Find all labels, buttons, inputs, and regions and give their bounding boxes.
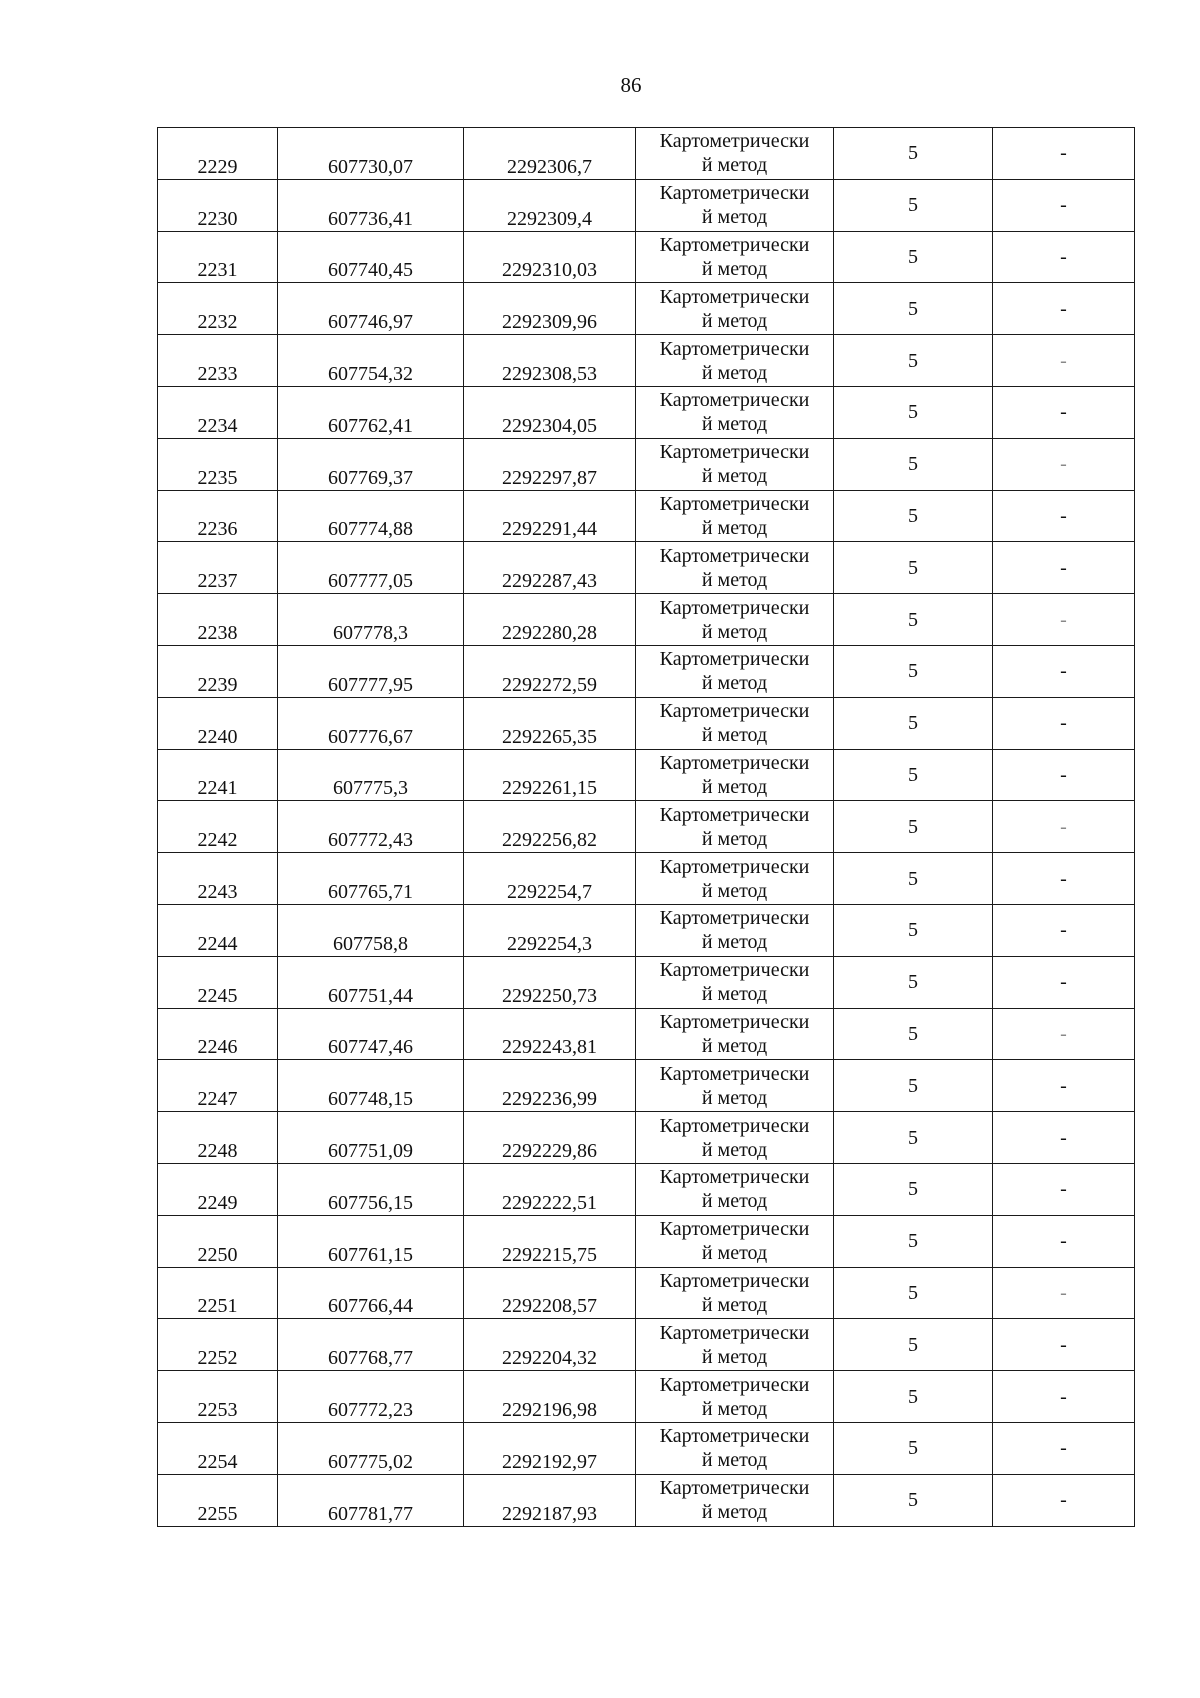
point-number-cell: 2231	[158, 231, 278, 283]
table-row	[158, 1371, 1135, 1423]
method-text-line-2: й метод	[701, 983, 768, 1006]
note-cell	[993, 1163, 1135, 1215]
coordinates-table-body	[158, 128, 1135, 1527]
y-coordinate-cell: 2292204,32	[464, 1319, 636, 1371]
accuracy-cell: 5	[834, 1112, 993, 1164]
method-text-line-2: й метод	[701, 361, 768, 384]
note-dash: -	[1060, 971, 1067, 994]
y-coordinate-cell: 2292192,97	[464, 1422, 636, 1474]
accuracy-cell: 5	[834, 1163, 993, 1215]
note-dash: -	[1060, 1022, 1067, 1045]
point-number-cell: 2230	[158, 179, 278, 231]
y-coordinate-cell: 2292187,93	[464, 1474, 636, 1526]
x-coordinate-cell: 607777,05	[278, 542, 464, 594]
note-dash: -	[1060, 1230, 1067, 1253]
method-cell	[636, 697, 834, 749]
point-number-cell: 2252	[158, 1319, 278, 1371]
table-row	[158, 283, 1135, 335]
method-text-line-1: Картометрически	[659, 285, 810, 308]
method-text-line-2: й метод	[701, 1190, 768, 1213]
note-dash: -	[1060, 1489, 1067, 1512]
method-text-line-2: й метод	[701, 1034, 768, 1057]
accuracy-cell: 5	[834, 749, 993, 801]
method-cell	[636, 128, 834, 180]
accuracy-cell: 5	[834, 956, 993, 1008]
method-text-line-1: Картометрически	[659, 1010, 810, 1033]
method-cell	[636, 749, 834, 801]
method-text-line-1: Картометрически	[659, 907, 810, 930]
method-cell	[636, 542, 834, 594]
table-row	[158, 1267, 1135, 1319]
accuracy-cell: 5	[834, 179, 993, 231]
note-cell	[993, 179, 1135, 231]
point-number-cell: 2250	[158, 1215, 278, 1267]
accuracy-cell: 5	[834, 1371, 993, 1423]
table-row	[158, 1215, 1135, 1267]
method-text-line-1: Картометрически	[659, 959, 810, 982]
x-coordinate-cell: 607775,02	[278, 1422, 464, 1474]
point-number-cell: 2241	[158, 749, 278, 801]
note-dash: -	[1060, 556, 1067, 579]
method-cell	[636, 1163, 834, 1215]
y-coordinate-cell: 2292309,4	[464, 179, 636, 231]
table-row	[158, 594, 1135, 646]
accuracy-cell: 5	[834, 801, 993, 853]
note-cell	[993, 801, 1135, 853]
y-coordinate-cell: 2292229,86	[464, 1112, 636, 1164]
method-text-line-1: Картометрически	[659, 1062, 810, 1085]
method-text-line-1: Картометрически	[659, 1166, 810, 1189]
method-text-line-1: Картометрически	[659, 492, 810, 515]
method-text-line-1: Картометрически	[659, 1425, 810, 1448]
method-cell	[636, 1422, 834, 1474]
method-text-line-1: Картометрически	[659, 182, 810, 205]
method-cell	[636, 1474, 834, 1526]
note-cell	[993, 283, 1135, 335]
method-text-line-2: й метод	[701, 309, 768, 332]
accuracy-cell: 5	[834, 594, 993, 646]
note-dash: -	[1060, 1333, 1067, 1356]
y-coordinate-cell: 2292287,43	[464, 542, 636, 594]
method-cell	[636, 1267, 834, 1319]
method-text-line-1: Картометрически	[659, 233, 810, 256]
method-text-line-2: й метод	[701, 775, 768, 798]
note-dash: -	[1060, 401, 1067, 424]
x-coordinate-cell: 607768,77	[278, 1319, 464, 1371]
method-cell	[636, 179, 834, 231]
method-text-line-2: й метод	[701, 1501, 768, 1524]
point-number-cell: 2237	[158, 542, 278, 594]
accuracy-cell: 5	[834, 853, 993, 905]
table-row	[158, 231, 1135, 283]
accuracy-cell: 5	[834, 231, 993, 283]
note-cell	[993, 1422, 1135, 1474]
method-text-line-1: Картометрически	[659, 130, 810, 153]
point-number-cell: 2240	[158, 697, 278, 749]
y-coordinate-cell: 2292308,53	[464, 335, 636, 387]
accuracy-cell: 5	[834, 386, 993, 438]
note-cell	[993, 1371, 1135, 1423]
accuracy-cell: 5	[834, 438, 993, 490]
table-row	[158, 179, 1135, 231]
point-number-cell: 2238	[158, 594, 278, 646]
accuracy-cell: 5	[834, 645, 993, 697]
note-cell	[993, 490, 1135, 542]
point-number-cell: 2229	[158, 128, 278, 180]
note-cell	[993, 1474, 1135, 1526]
note-cell	[993, 542, 1135, 594]
method-text-line-1: Картометрически	[659, 1218, 810, 1241]
note-cell	[993, 1319, 1135, 1371]
method-text-line-2: й метод	[701, 879, 768, 902]
table-row	[158, 1112, 1135, 1164]
note-cell	[993, 1008, 1135, 1060]
y-coordinate-cell: 2292236,99	[464, 1060, 636, 1112]
note-dash: -	[1060, 1437, 1067, 1460]
method-cell	[636, 1112, 834, 1164]
point-number-cell: 2234	[158, 386, 278, 438]
note-cell	[993, 956, 1135, 1008]
y-coordinate-cell: 2292208,57	[464, 1267, 636, 1319]
method-cell	[636, 231, 834, 283]
note-dash: -	[1060, 1126, 1067, 1149]
table-row	[158, 1060, 1135, 1112]
note-dash: -	[1060, 815, 1067, 838]
table-row	[158, 542, 1135, 594]
accuracy-cell: 5	[834, 1422, 993, 1474]
table-row	[158, 801, 1135, 853]
method-cell	[636, 801, 834, 853]
point-number-cell: 2239	[158, 645, 278, 697]
point-number-cell: 2233	[158, 335, 278, 387]
y-coordinate-cell: 2292261,15	[464, 749, 636, 801]
table-row	[158, 853, 1135, 905]
note-dash: -	[1060, 297, 1067, 320]
method-cell	[636, 1215, 834, 1267]
method-text-line-2: й метод	[701, 1138, 768, 1161]
note-dash: -	[1060, 142, 1067, 165]
note-dash: -	[1060, 504, 1067, 527]
x-coordinate-cell: 607761,15	[278, 1215, 464, 1267]
point-number-cell: 2232	[158, 283, 278, 335]
note-dash: -	[1060, 245, 1067, 268]
x-coordinate-cell: 607756,15	[278, 1163, 464, 1215]
method-cell	[636, 594, 834, 646]
x-coordinate-cell: 607754,32	[278, 335, 464, 387]
point-number-cell: 2249	[158, 1163, 278, 1215]
coordinates-table	[157, 127, 1135, 1527]
point-number-cell: 2254	[158, 1422, 278, 1474]
table-row	[158, 904, 1135, 956]
x-coordinate-cell: 607775,3	[278, 749, 464, 801]
method-cell	[636, 283, 834, 335]
x-coordinate-cell: 607748,15	[278, 1060, 464, 1112]
x-coordinate-cell: 607772,43	[278, 801, 464, 853]
point-number-cell: 2244	[158, 904, 278, 956]
method-text-line-2: й метод	[701, 568, 768, 591]
x-coordinate-cell: 607758,8	[278, 904, 464, 956]
note-dash: -	[1060, 1178, 1067, 1201]
table-row	[158, 438, 1135, 490]
method-cell	[636, 490, 834, 542]
table-row	[158, 749, 1135, 801]
note-cell	[993, 335, 1135, 387]
method-text-line-2: й метод	[701, 827, 768, 850]
point-number-cell: 2248	[158, 1112, 278, 1164]
method-cell	[636, 956, 834, 1008]
method-text-line-2: й метод	[701, 257, 768, 280]
x-coordinate-cell: 607740,45	[278, 231, 464, 283]
method-text-line-2: й метод	[701, 1086, 768, 1109]
x-coordinate-cell: 607746,97	[278, 283, 464, 335]
note-cell	[993, 438, 1135, 490]
method-cell	[636, 1371, 834, 1423]
point-number-cell: 2235	[158, 438, 278, 490]
x-coordinate-cell: 607765,71	[278, 853, 464, 905]
accuracy-cell: 5	[834, 1060, 993, 1112]
note-dash: -	[1060, 919, 1067, 942]
point-number-cell: 2247	[158, 1060, 278, 1112]
y-coordinate-cell: 2292265,35	[464, 697, 636, 749]
method-cell	[636, 386, 834, 438]
note-cell	[993, 231, 1135, 283]
note-cell	[993, 1060, 1135, 1112]
table-row	[158, 335, 1135, 387]
note-dash: -	[1060, 1281, 1067, 1304]
y-coordinate-cell: 2292310,03	[464, 231, 636, 283]
note-cell	[993, 904, 1135, 956]
accuracy-cell: 5	[834, 283, 993, 335]
x-coordinate-cell: 607781,77	[278, 1474, 464, 1526]
y-coordinate-cell: 2292215,75	[464, 1215, 636, 1267]
note-cell	[993, 749, 1135, 801]
method-text-line-1: Картометрически	[659, 1269, 810, 1292]
y-coordinate-cell: 2292280,28	[464, 594, 636, 646]
accuracy-cell: 5	[834, 1319, 993, 1371]
y-coordinate-cell: 2292243,81	[464, 1008, 636, 1060]
y-coordinate-cell: 2292196,98	[464, 1371, 636, 1423]
accuracy-cell: 5	[834, 1474, 993, 1526]
accuracy-cell: 5	[834, 904, 993, 956]
table-row	[158, 1163, 1135, 1215]
x-coordinate-cell: 607762,41	[278, 386, 464, 438]
method-text-line-1: Картометрически	[659, 1373, 810, 1396]
method-text-line-1: Картометрически	[659, 648, 810, 671]
note-cell	[993, 645, 1135, 697]
method-text-line-2: й метод	[701, 672, 768, 695]
note-dash: -	[1060, 608, 1067, 631]
y-coordinate-cell: 2292222,51	[464, 1163, 636, 1215]
method-cell	[636, 904, 834, 956]
y-coordinate-cell: 2292254,7	[464, 853, 636, 905]
method-text-line-1: Картометрически	[659, 441, 810, 464]
x-coordinate-cell: 607751,09	[278, 1112, 464, 1164]
method-text-line-2: й метод	[701, 1397, 768, 1420]
y-coordinate-cell: 2292297,87	[464, 438, 636, 490]
note-cell	[993, 1267, 1135, 1319]
method-cell	[636, 645, 834, 697]
y-coordinate-cell: 2292309,96	[464, 283, 636, 335]
method-text-line-2: й метод	[701, 620, 768, 643]
note-cell	[993, 1112, 1135, 1164]
method-text-line-2: й метод	[701, 413, 768, 436]
method-text-line-2: й метод	[701, 1449, 768, 1472]
note-dash: -	[1060, 867, 1067, 890]
method-text-line-2: й метод	[701, 465, 768, 488]
y-coordinate-cell: 2292254,3	[464, 904, 636, 956]
table-row	[158, 128, 1135, 180]
method-text-line-1: Картометрически	[659, 1477, 810, 1500]
x-coordinate-cell: 607777,95	[278, 645, 464, 697]
note-dash: -	[1060, 1385, 1067, 1408]
table-row	[158, 697, 1135, 749]
method-text-line-1: Картометрически	[659, 751, 810, 774]
method-text-line-1: Картометрически	[659, 700, 810, 723]
table-row	[158, 1474, 1135, 1526]
note-cell	[993, 386, 1135, 438]
method-text-line-2: й метод	[701, 516, 768, 539]
method-text-line-2: й метод	[701, 1293, 768, 1316]
note-cell	[993, 697, 1135, 749]
accuracy-cell: 5	[834, 128, 993, 180]
accuracy-cell: 5	[834, 1267, 993, 1319]
note-cell	[993, 853, 1135, 905]
method-text-line-2: й метод	[701, 1345, 768, 1368]
method-cell	[636, 853, 834, 905]
method-text-line-2: й метод	[701, 931, 768, 954]
accuracy-cell: 5	[834, 697, 993, 749]
method-cell	[636, 438, 834, 490]
method-cell	[636, 1319, 834, 1371]
method-text-line-1: Картометрически	[659, 1114, 810, 1137]
note-dash: -	[1060, 712, 1067, 735]
method-text-line-1: Картометрически	[659, 803, 810, 826]
note-dash: -	[1060, 453, 1067, 476]
method-cell	[636, 1008, 834, 1060]
page-number: 86	[620, 73, 642, 97]
method-text-line-1: Картометрически	[659, 596, 810, 619]
note-dash: -	[1060, 349, 1067, 372]
method-text-line-2: й метод	[701, 724, 768, 747]
method-cell	[636, 1060, 834, 1112]
y-coordinate-cell: 2292291,44	[464, 490, 636, 542]
x-coordinate-cell: 607778,3	[278, 594, 464, 646]
x-coordinate-cell: 607769,37	[278, 438, 464, 490]
accuracy-cell: 5	[834, 542, 993, 594]
table-row	[158, 386, 1135, 438]
accuracy-cell: 5	[834, 1008, 993, 1060]
note-cell	[993, 594, 1135, 646]
table-row	[158, 490, 1135, 542]
accuracy-cell: 5	[834, 335, 993, 387]
x-coordinate-cell: 607747,46	[278, 1008, 464, 1060]
y-coordinate-cell: 2292250,73	[464, 956, 636, 1008]
table-row	[158, 1008, 1135, 1060]
method-text-line-1: Картометрически	[659, 337, 810, 360]
method-text-line-1: Картометрически	[659, 389, 810, 412]
note-cell	[993, 1215, 1135, 1267]
accuracy-cell: 5	[834, 1215, 993, 1267]
point-number-cell: 2242	[158, 801, 278, 853]
method-text-line-2: й метод	[701, 154, 768, 177]
method-text-line-1: Картометрически	[659, 544, 810, 567]
x-coordinate-cell: 607766,44	[278, 1267, 464, 1319]
point-number-cell: 2251	[158, 1267, 278, 1319]
note-dash: -	[1060, 1074, 1067, 1097]
method-text-line-1: Картометрически	[659, 855, 810, 878]
point-number-cell: 2253	[158, 1371, 278, 1423]
note-cell	[993, 128, 1135, 180]
table-row	[158, 1422, 1135, 1474]
method-cell	[636, 335, 834, 387]
y-coordinate-cell: 2292256,82	[464, 801, 636, 853]
table-row	[158, 645, 1135, 697]
y-coordinate-cell: 2292272,59	[464, 645, 636, 697]
method-text-line-1: Картометрически	[659, 1321, 810, 1344]
x-coordinate-cell: 607736,41	[278, 179, 464, 231]
method-text-line-2: й метод	[701, 206, 768, 229]
accuracy-cell: 5	[834, 490, 993, 542]
point-number-cell: 2245	[158, 956, 278, 1008]
point-number-cell: 2246	[158, 1008, 278, 1060]
y-coordinate-cell: 2292306,7	[464, 128, 636, 180]
note-dash: -	[1060, 660, 1067, 683]
point-number-cell: 2243	[158, 853, 278, 905]
table-row	[158, 1319, 1135, 1371]
method-text-line-2: й метод	[701, 1242, 768, 1265]
x-coordinate-cell: 607774,88	[278, 490, 464, 542]
x-coordinate-cell: 607751,44	[278, 956, 464, 1008]
point-number-cell: 2255	[158, 1474, 278, 1526]
x-coordinate-cell: 607730,07	[278, 128, 464, 180]
note-dash: -	[1060, 194, 1067, 217]
point-number-cell: 2236	[158, 490, 278, 542]
note-dash: -	[1060, 763, 1067, 786]
x-coordinate-cell: 607772,23	[278, 1371, 464, 1423]
y-coordinate-cell: 2292304,05	[464, 386, 636, 438]
table-row	[158, 956, 1135, 1008]
x-coordinate-cell: 607776,67	[278, 697, 464, 749]
